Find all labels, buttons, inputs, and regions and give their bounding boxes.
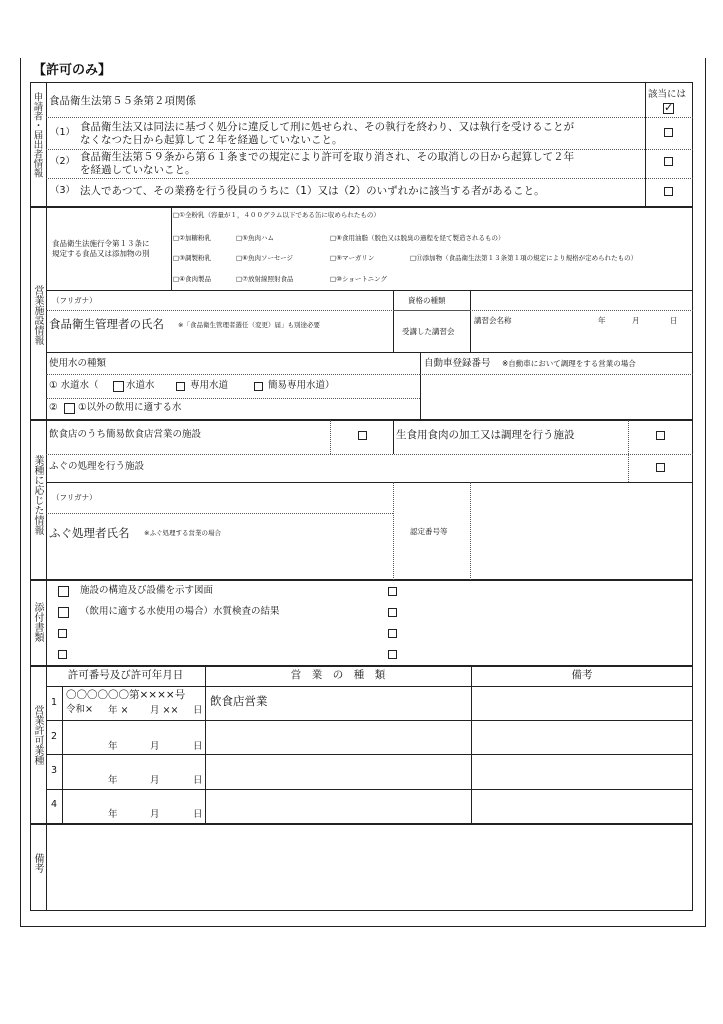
remarks-field[interactable] <box>47 825 692 910</box>
applicant-item-3-num: （3） <box>50 185 76 196</box>
water-simple-checkbox[interactable] <box>254 382 263 391</box>
attachment-r4-checkbox[interactable] <box>388 650 397 659</box>
permit-row-1-era: 令和× <box>66 704 93 715</box>
additive-option-7[interactable]: □⑦放射線照射食品 <box>236 275 294 283</box>
applicant-item-1-line2: なくなつた日から起算して２年を経過していないこと。 <box>80 134 343 146</box>
additive-option-4[interactable]: □④食肉製品 <box>173 275 211 283</box>
applicant-item-3-checkbox[interactable] <box>664 187 673 196</box>
additive-option-5[interactable]: □⑤魚肉ハム <box>236 234 274 242</box>
vehicle-note: ※自動車において調理をする営業の場合 <box>502 359 636 368</box>
water-type-label: 使用水の種類 <box>49 358 107 369</box>
attachment-1-checkbox[interactable] <box>58 586 69 597</box>
water-tap-label: 水道水 <box>126 380 155 391</box>
permit-row-2-day: 日 <box>193 741 203 752</box>
water-option-1-label: ① 水道水（ <box>49 380 99 391</box>
attachment-r3-checkbox[interactable] <box>388 629 397 638</box>
additive-option-9[interactable]: □⑨マーガリン <box>330 254 375 262</box>
attachment-4-checkbox[interactable] <box>58 650 67 659</box>
col-business-type-header: 営 業 の 種 類 <box>290 669 386 681</box>
applicant-item-3-line1: 法人であつて、その業務を行う役員のうちに（1）又は（2）のいずれかに該当する者があること。 <box>80 185 545 197</box>
course-name-label: 講習会名称 <box>474 316 512 325</box>
permit-row-2-num: 2 <box>51 731 58 742</box>
permit-row-4-day: 日 <box>193 809 203 820</box>
business-info-section <box>30 420 693 580</box>
simple-restaurant-label: 飲食店のうち簡易飲食店営業の施設 <box>49 429 202 440</box>
additive-label-2: 規定する食品又は添加物の別 <box>52 249 150 258</box>
water-private-checkbox[interactable] <box>176 382 185 391</box>
col-number-date-header: 許可番号及び許可年月日 <box>67 669 184 681</box>
course-attended-label: 受講した講習会 <box>402 327 455 336</box>
water-private-label: 専用水道 <box>190 380 229 391</box>
remarks-side-label: 備考 <box>32 853 43 873</box>
water-other-checkbox[interactable] <box>64 403 75 414</box>
business-info-side-label: 業種に応じた情報 <box>32 455 43 535</box>
permit-row-1-number: 〇〇〇〇〇〇第××××号 <box>66 689 186 701</box>
applicant-item-2-line2: を経過していないこと。 <box>80 164 196 176</box>
additive-option-3[interactable]: □③調製粉乳 <box>173 254 211 262</box>
additive-label-1: 食品衛生法施行令第１３条に <box>52 239 150 248</box>
applicant-item-1-num: （1） <box>50 127 76 138</box>
permit-row-2-year: 年 <box>108 741 118 752</box>
applies-header-checkbox[interactable] <box>663 103 674 114</box>
additive-option-11[interactable]: □⑪添加物（食品衛生法第１３条第１項の規定により規格が定められたもの） <box>410 254 638 262</box>
facility-side-label: 営業施設情報 <box>32 285 43 345</box>
course-year: 年 <box>598 316 606 325</box>
fugu-handler-label: ふぐ処理者氏名 <box>49 526 130 540</box>
additive-option-10[interactable]: □⑩ショートニング <box>330 275 387 283</box>
applicant-item-2-line1: 食品衛生法第５９条から第６１条までの規定により許可を取り消され、その取消しの日から起算して２年 <box>80 151 575 163</box>
attachment-r1-checkbox[interactable] <box>388 587 397 596</box>
attachment-2-label: （飲用に適する水使用の場合）水質検査の結果 <box>80 606 280 617</box>
attachment-r2-checkbox[interactable] <box>388 608 397 617</box>
applicant-side-label: 申請者・届出者情報 <box>31 92 43 178</box>
applies-header: 該当には <box>648 89 687 100</box>
qualification-type-label: 資格の種類 <box>408 296 446 305</box>
water-tap-checkbox[interactable] <box>113 381 124 392</box>
permit-row-4-num: 4 <box>51 799 58 810</box>
permit-row-4-year: 年 <box>108 809 118 820</box>
course-month: 月 <box>632 316 640 325</box>
fugu-note: ※ふぐ処理する営業の場合 <box>144 529 221 537</box>
permit-row-1-num: 1 <box>51 697 58 708</box>
raw-meat-label: 生食用食肉の加工又は調理を行う施設 <box>396 429 575 441</box>
permit-row-2-month: 月 <box>150 741 160 752</box>
additive-option-6[interactable]: □⑥魚肉ソーセージ <box>236 254 293 262</box>
attachments-side-label: 添付書類 <box>32 602 43 642</box>
additive-option-8[interactable]: □⑧食用油脂（脱色又は脱臭の過程を経て製造されるもの） <box>330 234 505 242</box>
cert-number-label: 認定番号等 <box>410 527 448 536</box>
additive-option-1[interactable]: □①全粉乳（容量が１，４００グラム以下である缶に収められたもの） <box>173 211 380 219</box>
raw-meat-checkbox[interactable] <box>656 431 665 440</box>
water-option-2-label: ② <box>49 402 58 413</box>
fugu-furigana-label: （フリガナ） <box>52 493 97 502</box>
permit-row-3-day: 日 <box>193 775 203 786</box>
water-other-label: ①以外の飲用に適する水 <box>78 402 182 413</box>
permit-row-4-month: 月 <box>150 809 160 820</box>
manager-name-label: 食品衛生管理者の氏名 <box>49 317 164 331</box>
page-heading: 【許可のみ】 <box>33 63 112 78</box>
permit-row-1-business: 飲食店営業 <box>210 694 268 708</box>
fugu-facility-checkbox[interactable] <box>656 463 665 472</box>
permit-row-1-year: 年 × <box>108 705 129 716</box>
permit-row-3-num: 3 <box>51 765 58 776</box>
permit-row-1-day: 日 <box>193 705 203 716</box>
applicant-title: 食品衛生法第５５条第２項関係 <box>49 95 196 107</box>
course-day: 日 <box>670 316 678 325</box>
permit-row-1-month: 月 ×× <box>150 705 179 716</box>
applicant-item-1-checkbox[interactable] <box>664 128 673 137</box>
permit-row-3-year: 年 <box>108 775 118 786</box>
manager-furigana-label: （フリガナ） <box>52 296 97 305</box>
permits-side-label: 営業許可業種 <box>32 705 43 765</box>
fugu-facility-label: ふぐの処理を行う施設 <box>49 461 145 472</box>
col-remarks-header: 備考 <box>571 669 593 681</box>
attachment-3-checkbox[interactable] <box>58 629 67 638</box>
vehicle-reg-label: 自動車登録番号 <box>424 358 491 369</box>
attachment-2-checkbox[interactable] <box>58 607 69 618</box>
permit-row-3-month: 月 <box>150 775 160 786</box>
additive-option-2[interactable]: □②加糖粉乳 <box>173 234 211 242</box>
attachment-1-label: 施設の構造及び設備を示す図面 <box>80 585 214 596</box>
applicant-item-1-line1: 食品衛生法又は同法に基づく処分に違反して刑に処せられ、その執行を終わり、又は執行を受けることが <box>80 121 575 133</box>
manager-note: ※「食品衛生管理者選任（変更）届」も別途必要 <box>178 321 320 329</box>
water-simple-label: 簡易専用水道） <box>268 380 335 391</box>
applicant-item-2-num: （2） <box>50 156 76 167</box>
simple-restaurant-checkbox[interactable] <box>358 431 367 440</box>
applicant-item-2-checkbox[interactable] <box>664 157 673 166</box>
